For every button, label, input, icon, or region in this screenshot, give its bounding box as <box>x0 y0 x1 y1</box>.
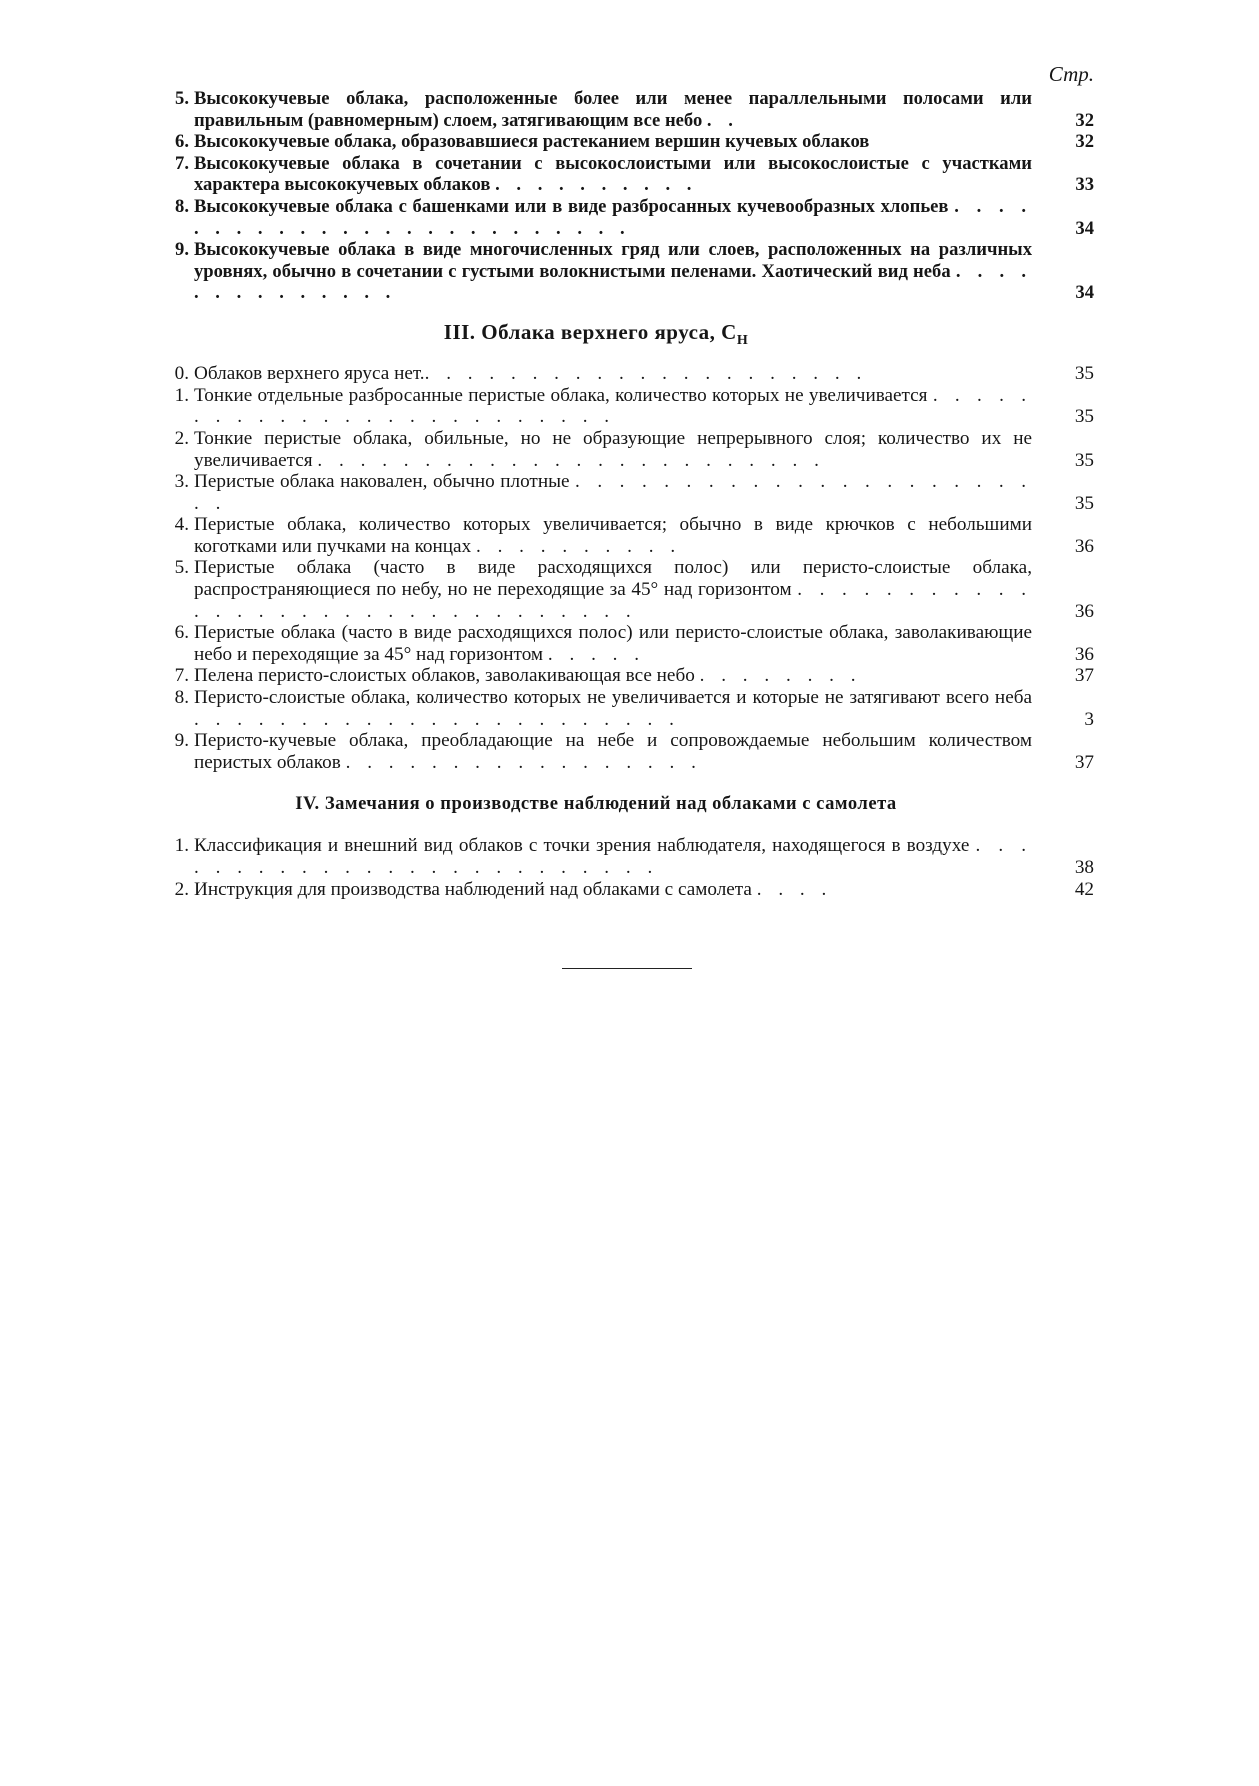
item-number: 1. <box>174 835 189 857</box>
item-text: Перистые облака, количество которых увеличивается; обычно в виде крючков с небольшими коготками или пучками на концах <box>194 514 1032 557</box>
item-page-number: 34 <box>1075 282 1094 304</box>
toc-item <box>160 239 1094 304</box>
item-page-number: 36 <box>1074 535 1094 557</box>
item-number: 8. <box>175 195 189 217</box>
item-text: Перистые облака наковален, обычно плотные <box>194 471 570 493</box>
leader-dots: . . . . . . . . . . . . . . . . . . . . . . . . . <box>194 384 1033 428</box>
item-text: Высококучевые облака в виде многочисленных гряд или слоев, расположенных на различных уровнях, обычно в сочетании с густыми волокнистыми пеленами. Хаотический вид неба <box>194 239 1032 282</box>
toc-page <box>160 62 1094 900</box>
leader-dots: . . . . . <box>547 643 646 665</box>
leader-dots: . . . . . . . . . . . . . . . . . . . . . . . . <box>317 449 825 471</box>
leader-dots: . . . . . . . . <box>699 665 862 687</box>
toc-item <box>160 88 1094 131</box>
item-page-number: 32 <box>1075 109 1094 131</box>
leader-dots: . . . . <box>756 878 833 900</box>
item-number: 2. <box>174 878 189 900</box>
item-number: 2. <box>174 427 189 449</box>
item-text: Высококучевые облака, образовавшиеся растеканием вершин кучевых облаков <box>194 131 870 153</box>
leader-dots: . . . . . . . . . . <box>495 174 698 196</box>
item-page-number: 35 <box>1074 449 1094 471</box>
item-number: 8. <box>174 687 189 709</box>
item-text: Облаков верхнего яруса нет. <box>194 363 425 385</box>
toc-item <box>160 687 1094 730</box>
item-number: 4. <box>174 514 189 536</box>
item-text: Высококучевые облака в сочетании с высокослоистыми или высокослоистые с участками характера высококучевых облаков <box>194 152 1032 196</box>
leader-dots: . . . . . . . . . . . . . . . . . <box>345 751 702 773</box>
toc-item <box>160 471 1094 514</box>
leader-dots: . . . . . . . . . . . . . . . . . . . . . . . <box>194 471 1032 514</box>
toc-item <box>160 557 1094 622</box>
toc-group-cirrus <box>160 363 1094 773</box>
item-text: Перисто-слоистые облака, количество которых не увеличивается и которые не затягивают всего неба <box>194 687 1032 709</box>
leader-dots: . . . . . . . . . . . . . . <box>194 260 1032 304</box>
leader-dots: . . . . . . . . . . <box>475 535 682 557</box>
leader-dots: . . . . . . . . . . . . . . . . . . . . . . . . . <box>194 195 1032 239</box>
item-page-number: 3 <box>1084 708 1094 730</box>
leader-dots: . . . . . . . . . . . . . . . . . . . . . <box>424 363 868 385</box>
toc-item <box>160 879 1094 901</box>
item-text: Перистые облака (часто в виде расходящихся полос) или перисто-слоистые облака, распространяющиеся по небу, но не переходящие за 45° над горизонтом <box>194 557 1032 601</box>
item-number: 7. <box>175 152 189 174</box>
item-page-number: 42 <box>1074 878 1094 900</box>
item-number: 9. <box>174 730 189 752</box>
item-page-number: 37 <box>1074 665 1094 687</box>
item-page-number: 38 <box>1074 857 1094 878</box>
item-text: Перистые облака (часто в виде расходящихся полос) или перисто-слоистые облака, заволакивающие небо и переходящие за 45° над горизонтом <box>194 622 1032 665</box>
section-title-subscript: H <box>736 333 749 349</box>
item-text: Тонкие перистые облака, обильные, но не образующие непрерывного слоя; количество их не увеличивается <box>194 427 1032 471</box>
item-page-number: 36 <box>1074 643 1094 665</box>
toc-item <box>160 835 1094 878</box>
closing-rule <box>562 968 692 969</box>
section-title: III. Облака верхнего яруса, C <box>443 319 737 344</box>
toc-group-altocumulus <box>160 88 1094 304</box>
section-heading-iii <box>160 320 1094 349</box>
item-number: 0. <box>174 363 189 385</box>
toc-item <box>160 131 1094 153</box>
item-text: Инструкция для производства наблюдений над облаками с самолета <box>194 878 752 900</box>
item-number: 6. <box>174 622 189 644</box>
item-page-number: 37 <box>1074 751 1094 773</box>
item-number: 9. <box>175 239 189 261</box>
toc-item <box>160 385 1094 428</box>
toc-item <box>160 622 1094 665</box>
item-text: Высококучевые облака с башенками или в виде разбросанных кучевообразных хлопьев <box>194 195 949 217</box>
item-text: Классификация и внешний вид облаков с точки зрения наблюдателя, находящегося в воздухе <box>194 835 970 857</box>
page-column-header: Стр. <box>1048 62 1094 86</box>
toc-item <box>160 730 1094 773</box>
leader-dots: . . . . . . . . . . . . . . . . . . . . . . . . . <box>194 835 1033 878</box>
item-number: 5. <box>175 88 189 109</box>
toc-item <box>160 665 1094 687</box>
item-text: Пелена перисто-слоистых облаков, заволакивающая все небо <box>194 665 695 687</box>
toc-group-aircraft <box>160 835 1094 900</box>
item-number: 6. <box>175 131 189 153</box>
toc-item <box>160 196 1094 239</box>
item-text: Тонкие отдельные разбросанные перистые облака, количество которых не увеличивается <box>194 384 928 406</box>
item-page-number: 35 <box>1074 363 1094 385</box>
toc-item <box>160 363 1094 385</box>
item-page-number: 36 <box>1074 600 1094 622</box>
item-page-number: 35 <box>1074 406 1094 428</box>
item-number: 1. <box>174 384 189 406</box>
leader-dots: . . <box>706 109 739 131</box>
item-page-number: 33 <box>1075 174 1094 196</box>
leader-dots: . . . . . . . . . . . . . . . . . . . . . . . . . . . . . . . . <box>194 579 1033 622</box>
item-page-number: 32 <box>1075 131 1094 153</box>
item-text: Высококучевые облака, расположенные более или менее параллельными полосами или правильным (равномерным) слоем, затягивающим все небо <box>194 88 1032 131</box>
leader-dots: . . . . . . . . . . . . . . . . . . . . . . . <box>194 708 680 730</box>
item-page-number: 34 <box>1075 217 1094 239</box>
item-number: 7. <box>174 665 189 687</box>
item-number: 5. <box>174 557 189 579</box>
toc-item <box>160 514 1094 557</box>
toc-item <box>160 428 1094 471</box>
section-heading-iv: IV. Замечания о производстве наблюдений над облаками с самолета <box>295 793 897 815</box>
item-page-number: 35 <box>1074 492 1094 514</box>
toc-item <box>160 153 1094 196</box>
item-text: Перисто-кучевые облака, преобладающие на небе и сопровождаемые небольшим количеством перистых облаков <box>194 730 1032 773</box>
item-number: 3. <box>174 471 189 493</box>
